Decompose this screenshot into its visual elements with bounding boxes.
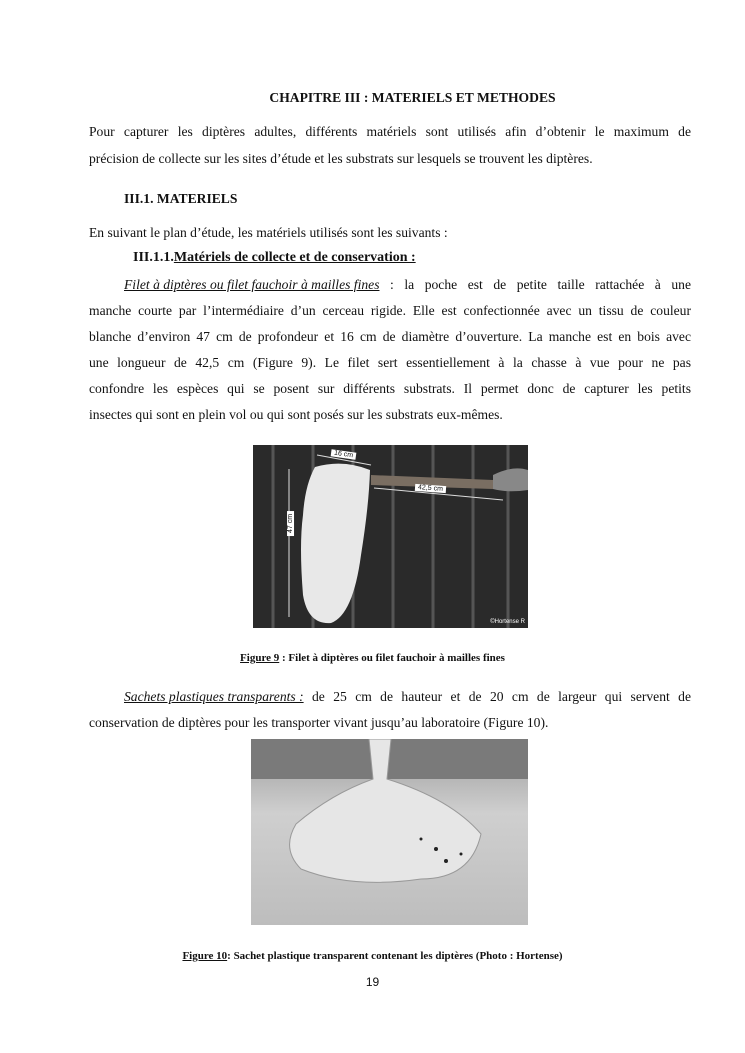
- filet-line-1: Filet à diptères ou filet fauchoir à mailles fines : la poche est de petite taille rattachée à une: [124, 277, 691, 292]
- intro-line-1: Pour capturer les diptères adultes, différents matériels sont utilisés afin d’obtenir le maximum de: [89, 124, 691, 139]
- sachets-line-1: Sachets plastiques transparents : de 25 cm de hauteur et de 20 cm de largeur qui servent de: [124, 689, 691, 704]
- handle-length-label: 42,5 cm: [415, 484, 446, 493]
- photo-credit: ©Hortense R: [490, 619, 525, 625]
- diameter-label: 16 cm: [331, 449, 357, 459]
- filet-line-3: blanche d’environ 47 cm de profondeur et 16 cm de diamètre d’ouverture. La manche est en bois avec: [89, 329, 691, 344]
- section-title: III.1. MATERIELS: [124, 191, 238, 206]
- figure-10-caption: Figure 10: Sachet plastique transparent contenant les diptères (Photo : Hortense): [182, 950, 563, 962]
- subsection-title: Matériels de collecte et de conservation :: [173, 250, 416, 265]
- page-number: 19: [365, 975, 380, 989]
- chapter-title: CHAPITRE III : MATERIELS ET METHODES: [269, 90, 556, 105]
- figure-9-caption: Figure 9 : Filet à diptères ou filet fauchoir à mailles fines: [240, 652, 505, 664]
- filet-line-6: insectes qui sont en plein vol ou qui sont posés sur les substrats eux-mêmes.: [89, 407, 503, 422]
- section-intro: En suivant le plan d’étude, les matériels utilisés sont les suivants :: [89, 225, 448, 240]
- filet-term: Filet à diptères ou filet fauchoir à mailles fines: [124, 277, 380, 292]
- sachets-line-2: conservation de diptères pour les transporter vivant jusqu’au laboratoire (Figure 10).: [89, 715, 549, 730]
- filet-line-5: confondre les espèces qui se posent sur différents substrats. Il permet donc de capturer les petits: [89, 381, 691, 396]
- filet-line-4: une longueur de 42,5 cm (Figure 9). Le filet sert essentiellement à la chasse à vue pour ne pas: [89, 355, 691, 370]
- depth-label: 47 cm: [287, 511, 294, 536]
- subsection-number: III.1.1.: [133, 250, 174, 265]
- sachets-term: Sachets plastiques transparents :: [124, 689, 304, 704]
- filet-line-2: manche courte par l’intermédiaire d’un cerceau rigide. Elle est confectionnée avec un tissu de couleur: [89, 303, 691, 318]
- figure-10-photo: [251, 739, 528, 925]
- figure-9-photo: [253, 445, 528, 628]
- intro-line-2: précision de collecte sur les sites d’étude et les substrats sur lesquels se trouvent les diptères.: [89, 151, 593, 166]
- subsection-heading: [133, 250, 416, 266]
